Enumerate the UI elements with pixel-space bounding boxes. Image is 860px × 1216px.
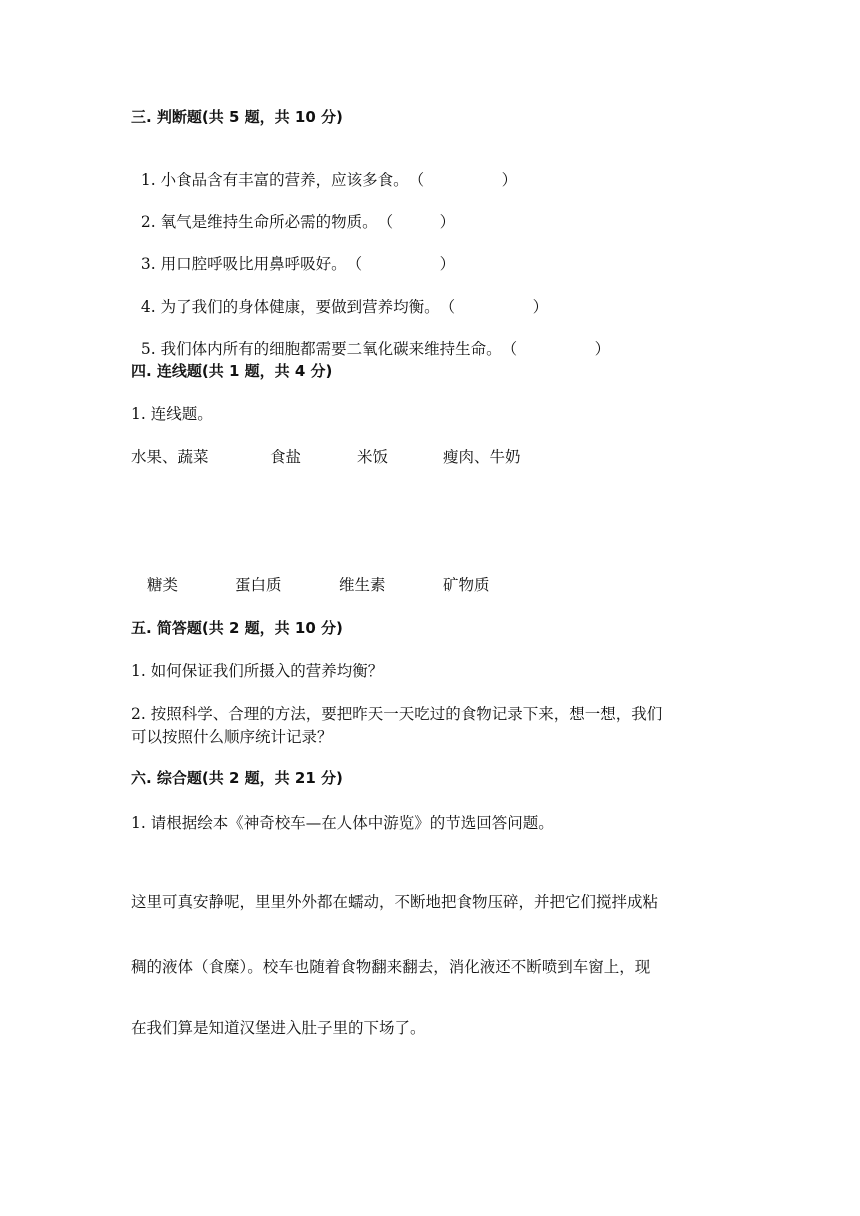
section-6-heading: 六. 综合题(共 2 题，共 21 分) [131, 769, 343, 787]
passage-line-3: 在我们算是知道汉堡进入肚子里的下场了。 [131, 1019, 426, 1037]
judgment-item-5-text: 5. 我们体内所有的细胞都需要二氧化碳来维持生命。 [140, 340, 502, 358]
short-answer-q2-line1: 2. 按照科学、合理的方法，要把昨天一天吃过的食物记录下来，想一想，我们 [131, 705, 663, 723]
answer-blank-2[interactable]: （ ） [377, 213, 456, 231]
judgment-item-1 [131, 147, 517, 191]
matching-question: 1. 连线题。 [131, 405, 213, 423]
section-4-heading: 四. 连线题(共 1 题，共 4 分) [131, 362, 333, 380]
section-3-heading: 三. 判断题(共 5 题，共 10 分) [131, 108, 343, 126]
match-bottom-item-1[interactable]: 糖类 [147, 576, 179, 594]
judgment-item-3-text: 3. 用口腔呼吸比用鼻呼吸好。 [140, 255, 347, 273]
match-top-item-2[interactable]: 食盐 [270, 448, 302, 466]
section-5-heading: 五. 简答题(共 2 题，共 10 分) [131, 619, 343, 637]
short-answer-q2-line2: 可以按照什么顺序统计记录？ [131, 728, 333, 746]
answer-blank-4[interactable]: （ ） [439, 298, 549, 316]
passage-line-2: 稠的液体（食糜）。校车也随着食物翻来翻去，消化液还不断喷到车窗上，现 [131, 958, 651, 976]
judgment-item-3 [131, 231, 455, 275]
match-bottom-item-3[interactable]: 维生素 [339, 576, 386, 594]
answer-blank-3[interactable]: （ ） [346, 255, 456, 273]
match-top-item-3[interactable]: 米饭 [357, 448, 389, 466]
judgment-item-5 [131, 316, 610, 360]
passage-line-1: 这里可真安静呢，里里外外都在蠕动，不断地把食物压碎，并把它们搅拌成粘 [131, 893, 659, 911]
judgment-item-4-text: 4. 为了我们的身体健康，要做到营养均衡。 [140, 298, 440, 316]
match-bottom-item-2[interactable]: 蛋白质 [235, 576, 282, 594]
answer-blank-5[interactable]: （ ） [501, 340, 611, 358]
judgment-item-1-text: 1. 小食品含有丰富的营养，应该多食。 [140, 171, 409, 189]
answer-blank-1[interactable]: （ ） [408, 171, 518, 189]
judgment-item-4 [131, 274, 548, 318]
match-top-item-4[interactable]: 瘦肉、牛奶 [443, 448, 521, 466]
comprehensive-q1: 1. 请根据绘本《神奇校车—在人体中游览》的节选回答问题。 [131, 814, 554, 832]
match-bottom-item-4[interactable]: 矿物质 [443, 576, 490, 594]
judgment-item-2-text: 2. 氧气是维持生命所必需的物质。 [140, 213, 378, 231]
judgment-item-2 [131, 189, 455, 233]
short-answer-q1: 1. 如何保证我们所摄入的营养均衡？ [131, 662, 384, 680]
match-top-item-1[interactable]: 水果、蔬菜 [131, 448, 209, 466]
